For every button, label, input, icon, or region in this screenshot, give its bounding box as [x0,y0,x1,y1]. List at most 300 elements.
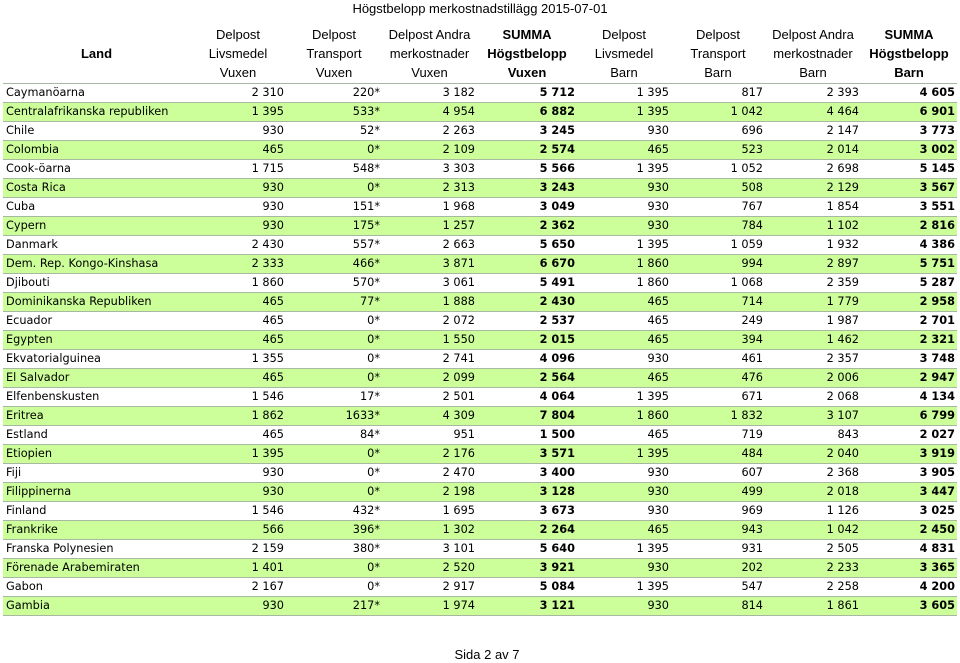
header-line: Barn [799,64,827,80]
table-row [3,274,957,293]
country-cell: Chile [3,122,190,141]
amount-cell: 930 [577,350,671,369]
amount-cell: 2 159 [190,540,286,559]
amount-cell: 499 [671,483,765,502]
amount-cell: 2 333 [190,255,286,274]
column-header-delpost-transport-barn [671,23,765,84]
amount-cell: 3 061 [382,274,477,293]
amount-cell: 1 401 [190,559,286,578]
amount-cell: 220* [286,84,382,103]
amount-cell: 607 [671,464,765,483]
amount-cell: 1 395 [577,84,671,103]
column-header-delpost-livsmedel-vuxen [190,23,286,84]
amount-cell: 2 313 [382,179,477,198]
country-cell: Eritrea [3,407,190,426]
amount-cell: 566 [190,521,286,540]
amount-cell: 4 386 [861,236,957,255]
amount-cell: 930 [577,464,671,483]
amount-cell: 0* [286,483,382,502]
country-cell: Egypten [3,331,190,350]
amount-cell: 465 [190,293,286,312]
amount-cell: 2 947 [861,369,957,388]
amount-cell: 930 [190,179,286,198]
amount-cell: 3 748 [861,350,957,369]
country-cell: Gabon [3,578,190,597]
table-row [3,179,957,198]
amount-cell: 570* [286,274,382,293]
amount-cell: 2 015 [477,331,577,350]
amount-cell: 2 321 [861,331,957,350]
table-row [3,331,957,350]
amount-cell: 2 430 [477,293,577,312]
amount-cell: 767 [671,198,765,217]
amount-cell: 4 096 [477,350,577,369]
amount-cell: 1 355 [190,350,286,369]
amount-cell: 1 052 [671,160,765,179]
amount-cell: 0* [286,331,382,350]
amount-cell: 1 395 [577,540,671,559]
amount-cell: 548* [286,160,382,179]
country-cell: Costa Rica [3,179,190,198]
amount-cell: 0* [286,179,382,198]
amount-cell: 5 084 [477,578,577,597]
amount-cell: 1 888 [382,293,477,312]
column-header-delpost-livsmedel-barn [577,23,671,84]
amount-cell: 2 129 [765,179,861,198]
country-cell: Fiji [3,464,190,483]
amount-cell: 1 860 [577,407,671,426]
amount-cell: 1 042 [765,521,861,540]
amount-cell: 547 [671,578,765,597]
amount-cell: 1 395 [577,236,671,255]
amount-cell: 719 [671,426,765,445]
amount-cell: 2 917 [382,578,477,597]
amount-cell: 930 [577,198,671,217]
header-line: Delpost Andra [772,26,854,42]
amount-cell: 380* [286,540,382,559]
header-line: Delpost [695,26,741,42]
amount-cell: 3 673 [477,502,577,521]
amount-cell: 930 [190,464,286,483]
amount-cell: 432* [286,502,382,521]
amount-cell: 465 [190,141,286,160]
amount-cell: 84* [286,426,382,445]
table-row [3,160,957,179]
amount-cell: 4 309 [382,407,477,426]
amount-cell: 3 128 [477,483,577,502]
amount-cell: 1 715 [190,160,286,179]
amount-cell: 2 014 [765,141,861,160]
header-line: Delpost [215,26,261,42]
amount-cell: 843 [765,426,861,445]
amount-cell: 52* [286,122,382,141]
amount-cell: 994 [671,255,765,274]
amount-cell: 4 464 [765,103,861,122]
amount-cell: 5 640 [477,540,577,559]
amount-cell: 5 491 [477,274,577,293]
amount-cell: 1 968 [382,198,477,217]
amount-cell: 2 006 [765,369,861,388]
amount-cell: 814 [671,597,765,616]
amount-cell: 396* [286,521,382,540]
amount-cell: 3 107 [765,407,861,426]
amount-cell: 2 027 [861,426,957,445]
table-row [3,84,957,103]
amount-cell: 3 400 [477,464,577,483]
amount-cell: 5 751 [861,255,957,274]
amount-cell: 17* [286,388,382,407]
amount-cell: 1 500 [477,426,577,445]
amount-cell: 3 905 [861,464,957,483]
amount-cell: 2 741 [382,350,477,369]
table-row [3,141,957,160]
country-cell: Ecuador [3,312,190,331]
header-line: Delpost Andra [388,26,471,42]
amount-cell: 1 395 [577,388,671,407]
header-line: Vuxen [411,64,448,80]
column-header-summa-vuxen [477,23,577,84]
amount-cell: 4 200 [861,578,957,597]
amount-cell: 1 779 [765,293,861,312]
amount-cell: 930 [577,179,671,198]
amount-cell: 930 [190,597,286,616]
country-cell: Förenade Arabemiraten [3,559,190,578]
amount-cell: 6 799 [861,407,957,426]
column-header-delpost-andra-barn [765,23,861,84]
table-row [3,236,957,255]
amount-cell: 0* [286,445,382,464]
amount-cell: 4 064 [477,388,577,407]
header-line: Vuxen [507,64,547,80]
amount-cell: 508 [671,179,765,198]
amount-cell: 1 861 [765,597,861,616]
amount-cell: 2 663 [382,236,477,255]
header-line: Barn [610,64,638,80]
amount-cell: 2 018 [765,483,861,502]
amount-cell: 2 264 [477,521,577,540]
header-line: merkostnader [389,45,470,61]
amount-cell: 1 395 [577,445,671,464]
amount-cell: 3 773 [861,122,957,141]
header-line: Livsmedel [594,45,654,61]
table-row [3,388,957,407]
header-line: Delpost [601,26,647,42]
header-line: Högstbelopp [487,45,567,61]
amount-cell: 1 068 [671,274,765,293]
table-body [3,84,957,616]
table-row [3,521,957,540]
amount-cell: 3 871 [382,255,477,274]
country-cell: Franska Polynesien [3,540,190,559]
amount-cell: 465 [577,331,671,350]
page-number: Sida 2 av 7 [454,647,520,662]
column-header-delpost-andra-vuxen [382,23,477,84]
amount-cell: 696 [671,122,765,141]
table-row [3,103,957,122]
amount-cell: 5 650 [477,236,577,255]
table-row [3,255,957,274]
amount-cell: 930 [190,122,286,141]
amount-cell: 394 [671,331,765,350]
country-cell: Dem. Rep. Kongo-Kinshasa [3,255,190,274]
amount-cell: 1 862 [190,407,286,426]
amount-cell: 2 362 [477,217,577,236]
amount-cell: 465 [577,312,671,331]
amount-cell: 6 901 [861,103,957,122]
country-cell: Cuba [3,198,190,217]
header-line: merkostnader [773,45,853,61]
amount-cell: 1 126 [765,502,861,521]
amount-cell: 1 987 [765,312,861,331]
amount-cell: 217* [286,597,382,616]
amount-cell: 1 932 [765,236,861,255]
amount-cell: 2 537 [477,312,577,331]
amount-cell: 2 167 [190,578,286,597]
amount-cell: 1 102 [765,217,861,236]
amount-cell: 3 567 [861,179,957,198]
amount-cell: 671 [671,388,765,407]
amount-cell: 0* [286,350,382,369]
country-cell: Colombia [3,141,190,160]
amount-cell: 2 263 [382,122,477,141]
header-line: Högstbelopp [869,45,949,61]
amount-cell: 2 359 [765,274,861,293]
amount-cell: 202 [671,559,765,578]
header-line: Livsmedel [208,45,268,61]
amount-cell: 466* [286,255,382,274]
country-cell: El Salvador [3,369,190,388]
amount-cell: 930 [577,597,671,616]
header-line: Vuxen [219,64,257,80]
table-row [3,502,957,521]
amount-cell: 465 [190,331,286,350]
amount-cell: 784 [671,217,765,236]
table-row [3,350,957,369]
amount-cell: 951 [382,426,477,445]
amount-cell: 77* [286,293,382,312]
amount-cell: 2 258 [765,578,861,597]
amount-cell: 465 [577,426,671,445]
amount-cell: 3 921 [477,559,577,578]
amount-cell: 930 [577,122,671,141]
country-cell: Etiopien [3,445,190,464]
amount-cell: 2 068 [765,388,861,407]
amount-cell: 465 [190,426,286,445]
country-cell: Caymanöarna [3,84,190,103]
amount-cell: 4 831 [861,540,957,559]
table-row [3,445,957,464]
country-cell: Frankrike [3,521,190,540]
amount-cell: 5 566 [477,160,577,179]
amount-cell: 1 832 [671,407,765,426]
amount-cell: 465 [190,312,286,331]
header-line: Delpost [311,26,357,42]
amount-cell: 1 042 [671,103,765,122]
column-header-delpost-transport-vuxen [286,23,382,84]
amount-cell: 2 450 [861,521,957,540]
table-row [3,597,957,616]
amount-cell: 6 670 [477,255,577,274]
amount-cell: 817 [671,84,765,103]
amount-cell: 2 897 [765,255,861,274]
amount-cell: 175* [286,217,382,236]
amount-cell: 2 040 [765,445,861,464]
country-cell: Cook-öarna [3,160,190,179]
amount-cell: 3 245 [477,122,577,141]
amount-cell: 2 470 [382,464,477,483]
amount-cell: 533* [286,103,382,122]
amount-cell: 2 958 [861,293,957,312]
amount-cell: 969 [671,502,765,521]
amount-cell: 2 198 [382,483,477,502]
header-row [3,23,957,84]
amount-cell: 7 804 [477,407,577,426]
amount-cell: 3 571 [477,445,577,464]
amount-cell: 3 243 [477,179,577,198]
amount-cell: 1633* [286,407,382,426]
amount-cell: 3 447 [861,483,957,502]
amount-cell: 0* [286,141,382,160]
amount-cell: 249 [671,312,765,331]
amount-cell: 3 551 [861,198,957,217]
amount-cell: 461 [671,350,765,369]
amount-cell: 1 059 [671,236,765,255]
amount-cell: 1 395 [577,160,671,179]
country-cell: Gambia [3,597,190,616]
amount-cell: 465 [577,369,671,388]
amount-cell: 151* [286,198,382,217]
header-line: Barn [704,64,732,80]
amount-cell: 465 [577,141,671,160]
amount-cell: 2 099 [382,369,477,388]
amount-cell: 0* [286,312,382,331]
amount-cell: 3 605 [861,597,957,616]
amount-cell: 6 882 [477,103,577,122]
amount-cell: 943 [671,521,765,540]
amount-cell: 930 [577,502,671,521]
header-line: Barn [894,64,924,80]
amount-cell: 484 [671,445,765,464]
amount-cell: 5 287 [861,274,957,293]
amount-cell: 3 025 [861,502,957,521]
amount-cell: 1 302 [382,521,477,540]
country-cell: Filippinerna [3,483,190,502]
table-row [3,312,957,331]
amount-cell: 930 [190,217,286,236]
column-header-land [3,23,190,84]
amount-cell: 4 134 [861,388,957,407]
country-cell: Dominikanska Republiken [3,293,190,312]
amount-cell: 1 257 [382,217,477,236]
amount-cell: 3 365 [861,559,957,578]
amount-cell: 1 860 [577,274,671,293]
country-cell: Ekvatorialguinea [3,350,190,369]
table-row [3,122,957,141]
amount-cell: 2 430 [190,236,286,255]
amount-cell: 557* [286,236,382,255]
table-row [3,540,957,559]
amount-cell: 2 501 [382,388,477,407]
amount-cell: 1 546 [190,388,286,407]
table-row [3,369,957,388]
header-line: Transport [306,45,362,61]
amount-cell: 930 [190,483,286,502]
amount-cell: 0* [286,578,382,597]
country-cell: Centralafrikanska republiken [3,103,190,122]
country-cell: Estland [3,426,190,445]
amount-cell: 465 [190,369,286,388]
table-row [3,426,957,445]
amount-cell: 714 [671,293,765,312]
amount-cell: 2 505 [765,540,861,559]
amount-cell: 0* [286,464,382,483]
country-cell: Finland [3,502,190,521]
header-line: Vuxen [315,64,353,80]
header-line: SUMMA [502,26,552,42]
amount-cell: 2 310 [190,84,286,103]
amount-cell: 1 395 [190,445,286,464]
amount-cell: 930 [577,483,671,502]
amount-cell: 0* [286,369,382,388]
country-cell: Danmark [3,236,190,255]
amount-cell: 2 574 [477,141,577,160]
amount-cell: 2 520 [382,559,477,578]
amount-cell: 3 303 [382,160,477,179]
amount-cell: 2 368 [765,464,861,483]
column-header-summa-barn [861,23,957,84]
amount-cell: 930 [190,198,286,217]
table-row [3,407,957,426]
table-row [3,464,957,483]
amount-cell: 1 546 [190,502,286,521]
amount-cell: 2 233 [765,559,861,578]
amount-cell: 2 109 [382,141,477,160]
amount-cell: 3 182 [382,84,477,103]
amount-cell: 2 564 [477,369,577,388]
amount-cell: 0* [286,559,382,578]
table-row [3,559,957,578]
amount-cell: 1 860 [577,255,671,274]
amount-cell: 465 [577,293,671,312]
amount-cell: 2 072 [382,312,477,331]
amount-cell: 465 [577,521,671,540]
header-line: Land [80,45,113,61]
header-line: Transport [690,45,746,61]
table-row [3,217,957,236]
amount-cell: 930 [577,217,671,236]
amount-cell: 4 605 [861,84,957,103]
document-title: Högstbelopp merkostnadstillägg 2015-07-01 [352,1,608,16]
amount-cell: 2 147 [765,122,861,141]
table-row [3,483,957,502]
amount-cell: 1 974 [382,597,477,616]
amount-cell: 1 695 [382,502,477,521]
country-cell: Djibouti [3,274,190,293]
amount-cell: 1 395 [577,578,671,597]
table-row [3,293,957,312]
amount-cell: 2 176 [382,445,477,464]
amount-cell: 523 [671,141,765,160]
amount-cell: 3 101 [382,540,477,559]
amount-cell: 2 357 [765,350,861,369]
amount-cell: 5 145 [861,160,957,179]
amount-cell: 3 919 [861,445,957,464]
allowance-table [3,23,957,616]
amount-cell: 1 395 [577,103,671,122]
country-cell: Elfenbenskusten [3,388,190,407]
amount-cell: 1 860 [190,274,286,293]
amount-cell: 1 854 [765,198,861,217]
